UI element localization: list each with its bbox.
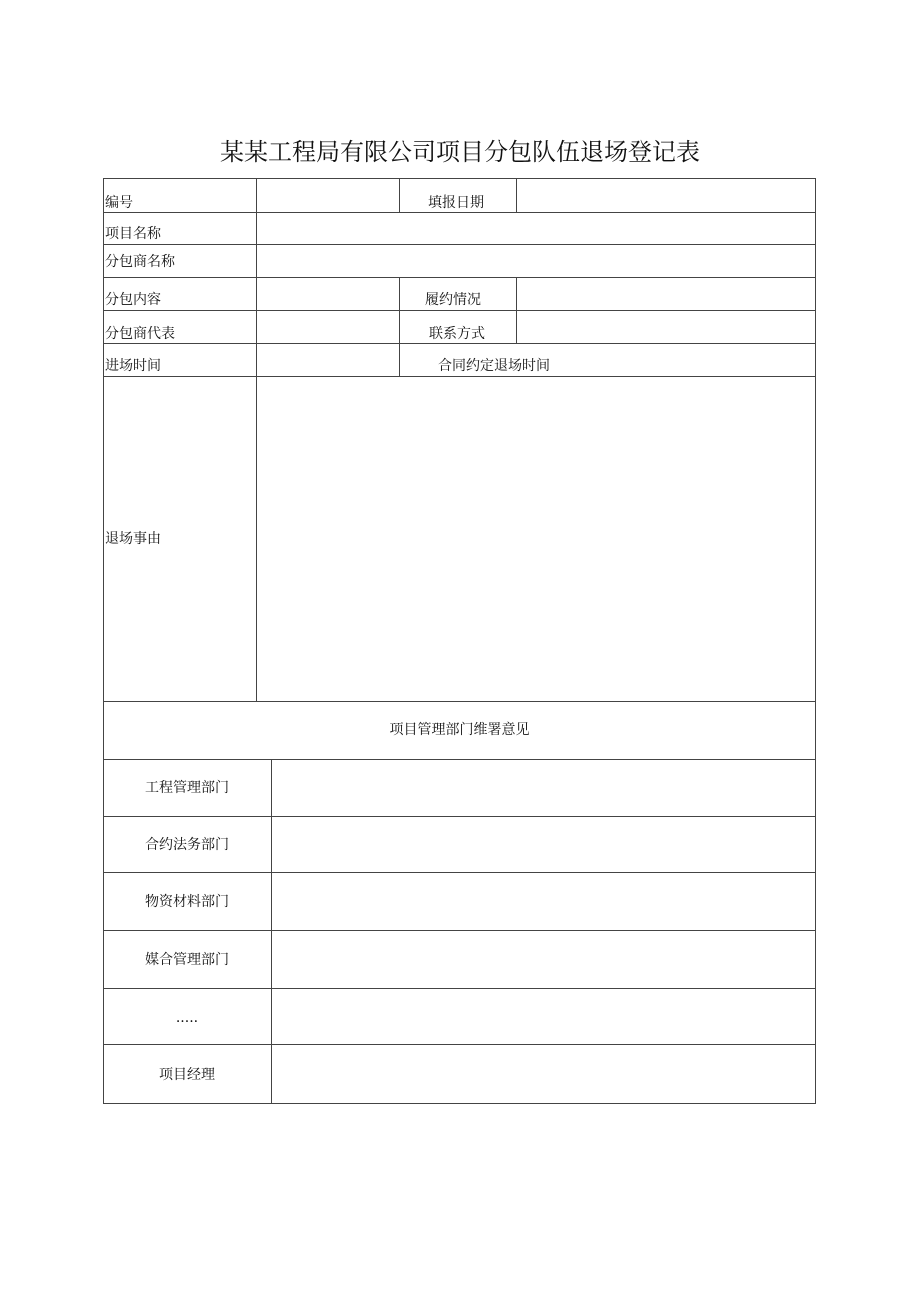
more-depts-opinion-field[interactable] <box>272 989 815 1044</box>
contact-label: 联系方式 <box>429 326 485 342</box>
entry-time-field[interactable] <box>257 344 399 376</box>
contract-exit-time-label: 合同约定退场时间 <box>438 358 550 374</box>
subcontract-content-field[interactable] <box>257 278 399 310</box>
performance-field[interactable] <box>517 278 815 310</box>
form-border-bottom <box>103 1103 816 1104</box>
subcontractor-name-label: 分包商名称 <box>105 254 175 270</box>
contact-field[interactable] <box>517 311 815 343</box>
contract-legal-dept-opinion-field[interactable] <box>272 817 815 872</box>
row-divider <box>103 343 816 344</box>
exit-reason-label: 退场事由 <box>105 531 161 547</box>
subcontract-content-label: 分包内容 <box>105 292 161 308</box>
exit-registration-form <box>103 178 816 1104</box>
column-divider <box>399 277 400 376</box>
subcontractor-rep-field[interactable] <box>257 311 399 343</box>
fill-date-field[interactable] <box>517 179 815 212</box>
page-title: 某某工程局有限公司项目分包队伍退场登记表 <box>220 138 700 166</box>
materials-dept-label: 物资材料部门 <box>145 894 229 910</box>
project-manager-label: 项目经理 <box>159 1067 215 1083</box>
exit-reason-field[interactable] <box>257 377 815 701</box>
serial-number-label: 编号 <box>105 195 133 211</box>
sign-section-header: 项目管理部门维署意见 <box>389 722 530 738</box>
coordination-dept-opinion-field[interactable] <box>272 931 815 988</box>
engineering-dept-opinion-field[interactable] <box>272 760 815 816</box>
performance-label: 履约情况 <box>425 292 481 308</box>
row-divider <box>103 701 816 702</box>
contract-legal-dept-label: 合约法务部门 <box>145 837 229 853</box>
project-name-field[interactable] <box>257 213 815 244</box>
project-name-label: 项目名称 <box>105 226 161 242</box>
serial-number-field[interactable] <box>257 179 399 212</box>
subcontractor-name-field[interactable] <box>257 245 815 277</box>
form-border-right <box>815 178 816 1104</box>
fill-date-label: 填报日期 <box>428 195 484 211</box>
subcontractor-rep-label: 分包商代表 <box>105 326 175 342</box>
coordination-dept-label: 媒合管理部门 <box>145 952 229 968</box>
materials-dept-opinion-field[interactable] <box>272 873 815 930</box>
more-depts-ellipsis: ..... <box>175 1010 199 1026</box>
project-manager-opinion-field[interactable] <box>272 1045 815 1103</box>
engineering-dept-label: 工程管理部门 <box>145 780 229 796</box>
column-divider <box>399 178 400 212</box>
entry-time-label: 进场时间 <box>105 358 161 374</box>
